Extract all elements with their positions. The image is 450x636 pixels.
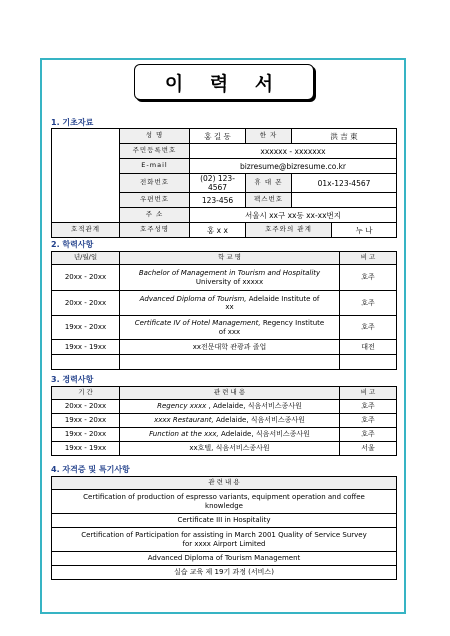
head-name-value: 홍 x x — [190, 223, 246, 238]
cert-row — [52, 514, 397, 528]
education-header-school: 학 교 명 — [120, 252, 340, 265]
photo-cell — [52, 129, 120, 223]
school-italic: Bachelor of Management in Tourism and Hospitality — [138, 269, 321, 278]
school-line2: xx — [225, 303, 234, 311]
career-note: 호주 — [340, 400, 397, 414]
school-line2: University of xxxxx — [195, 277, 264, 286]
head-name-label: 호주성명 — [120, 223, 190, 238]
school-italic: Advanced Diploma of Tourism, — [139, 294, 247, 303]
phone-value: (02) 123-4567 — [190, 174, 246, 193]
education-school — [120, 355, 340, 370]
fax-value — [292, 193, 397, 208]
address-label: 주 소 — [120, 208, 190, 223]
education-period — [52, 355, 120, 370]
career-italic: xxxx Restaurant, — [154, 416, 214, 425]
section-heading-education: 2. 학력사항 — [51, 240, 94, 249]
education-header-note: 비 고 — [340, 252, 397, 265]
education-period: 19xx - 20xx — [52, 316, 120, 340]
career-rest: Adelaide, 식음서비스종사원 — [218, 430, 310, 439]
cert-row — [52, 490, 397, 514]
career-header-period: 기 간 — [52, 387, 120, 400]
education-note: 호주 — [340, 265, 397, 291]
career-row — [52, 400, 397, 414]
phone-label: 전화번호 — [120, 174, 190, 193]
cert-content: Advanced Diploma of Tourism Management — [52, 552, 397, 566]
education-note: 호주 — [340, 291, 397, 316]
zip-label: 우편번호 — [120, 193, 190, 208]
zip-value: 123-456 — [190, 193, 246, 208]
career-content — [120, 428, 340, 442]
cert-line2: knowledge — [205, 501, 243, 510]
cert-row — [52, 528, 397, 552]
rrn-label: 주민등록번호 — [120, 144, 190, 159]
cert-row — [52, 566, 397, 580]
name-value: 홍 길 동 — [190, 129, 246, 144]
career-header-note: 비 고 — [340, 387, 397, 400]
career-rest: , Adelaide, 식음서비스종사원 — [206, 402, 302, 411]
education-table — [51, 251, 397, 370]
education-period: 20xx - 20xx — [52, 291, 120, 316]
education-school — [120, 265, 340, 291]
cert-line1: Certification of production of espresso variants, equipment operation and coffee — [83, 493, 365, 502]
school-line2: of xxx — [218, 327, 241, 336]
page-title: 이 력 서 — [134, 64, 314, 100]
section-heading-basic: 1. 기초자료 — [51, 118, 94, 127]
school-rest: Adelaide Institute of — [246, 294, 320, 303]
name-label: 성 명 — [120, 129, 190, 144]
education-row — [52, 316, 397, 340]
relation-value: 누 나 — [332, 223, 397, 238]
career-note: 서울 — [340, 442, 397, 456]
hanja-value: 洪 吉 東 — [292, 129, 397, 144]
education-school — [120, 291, 340, 316]
section-heading-certs: 4. 자격증 및 특기사항 — [51, 465, 130, 474]
career-content — [120, 414, 340, 428]
cert-content: 실습 교육 제 19기 과정 (서비스) — [52, 566, 397, 580]
education-note — [340, 355, 397, 370]
education-row — [52, 265, 397, 291]
email-value: bizresume@bizresume.co.kr — [190, 159, 397, 174]
education-note: 호주 — [340, 316, 397, 340]
career-rest: Adelaide, 식음서비스종사원 — [213, 416, 305, 425]
career-period: 19xx - 20xx — [52, 414, 120, 428]
career-row — [52, 414, 397, 428]
certs-table — [51, 476, 397, 580]
rrn-value: xxxxxx - xxxxxxx — [190, 144, 397, 159]
certs-header: 관 련 내 용 — [52, 477, 397, 490]
career-italic: Regency xxxx — [157, 402, 207, 411]
cert-content — [52, 490, 397, 514]
education-school — [120, 316, 340, 340]
mobile-label: 휴 대 폰 — [246, 174, 292, 193]
school-rest: Regency Institute — [260, 319, 325, 328]
cert-row — [52, 552, 397, 566]
hanja-label: 한 자 — [246, 129, 292, 144]
mobile-value: 01x-123-4567 — [292, 174, 397, 193]
cert-content: Certificate III in Hospitality — [52, 514, 397, 528]
career-content: xx호텔, 식음서비스종사원 — [120, 442, 340, 456]
career-content — [120, 400, 340, 414]
cert-line1: Certification of Participation for assisting in March 2001 Quality of Service Survey — [81, 531, 367, 540]
education-school: xx전문대학 관광과 졸업 — [120, 340, 340, 355]
basic-info-table — [51, 128, 397, 238]
address-value: 서울시 xx구 xx동 xx-xx번지 — [190, 208, 397, 223]
education-note: 대전 — [340, 340, 397, 355]
cert-line2: for xxxx Airport Limited — [182, 539, 266, 548]
education-row — [52, 340, 397, 355]
education-period: 19xx - 19xx — [52, 340, 120, 355]
career-period: 20xx - 20xx — [52, 400, 120, 414]
cert-content — [52, 528, 397, 552]
education-header-date: 년/월/일 — [52, 252, 120, 265]
section-heading-career: 3. 경력사항 — [51, 375, 94, 384]
career-period: 19xx - 19xx — [52, 442, 120, 456]
career-row — [52, 428, 397, 442]
career-period: 19xx - 20xx — [52, 428, 120, 442]
career-note: 호주 — [340, 414, 397, 428]
education-row — [52, 291, 397, 316]
career-italic: Function at the xxx, — [149, 430, 219, 439]
fax-label: 팩스번호 — [246, 193, 292, 208]
school-italic: Certificate IV of Hotel Management, — [134, 319, 261, 328]
career-header-content: 관 련 내 용 — [120, 387, 340, 400]
career-row — [52, 442, 397, 456]
education-row-empty — [52, 355, 397, 370]
career-note: 호주 — [340, 428, 397, 442]
education-period: 20xx - 20xx — [52, 265, 120, 291]
relation-label: 호주와의 관계 — [246, 223, 332, 238]
career-table — [51, 386, 397, 456]
family-label: 호적관계 — [52, 223, 120, 238]
email-label: E-mail — [120, 159, 190, 174]
